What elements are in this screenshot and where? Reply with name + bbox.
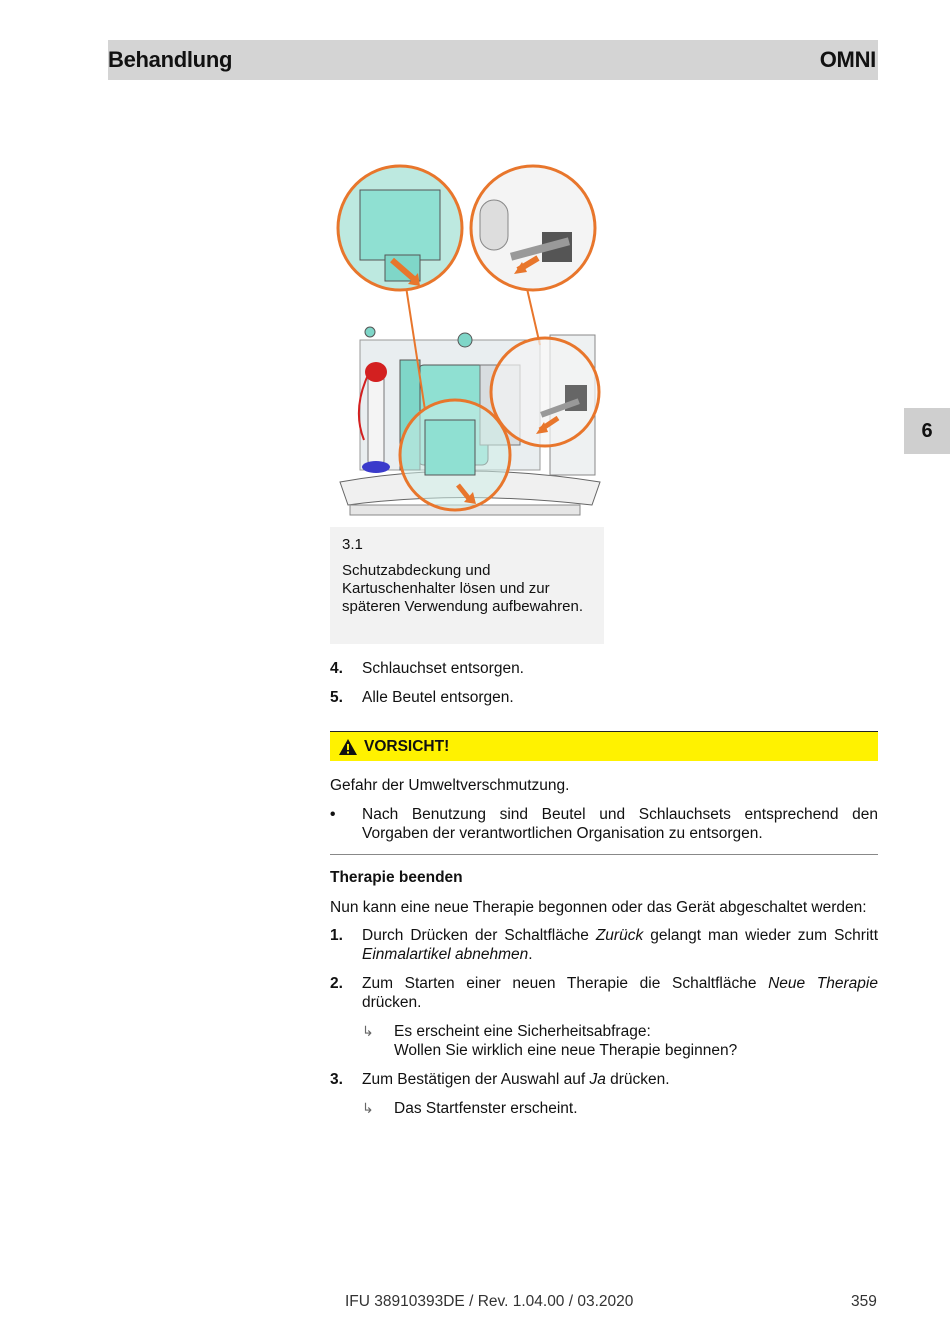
device-illustration-svg [330, 160, 610, 520]
result-arrow-icon: ↳ [362, 1100, 374, 1116]
ui-term-neue-therapie: Neue Therapie [768, 975, 878, 992]
warning-instruction [330, 805, 878, 843]
caution-label: VORSICHT! [364, 737, 450, 755]
page-header [108, 40, 878, 80]
ui-term-ja: Ja [589, 1071, 606, 1088]
step-2 [330, 974, 878, 1012]
step-number: 5. [330, 689, 343, 706]
caption-number: 3.1 [342, 536, 363, 553]
step-3 [330, 1070, 878, 1089]
step-text: Alle Beutel entsorgen. [362, 689, 514, 706]
warning-triangle-icon [338, 738, 358, 756]
result-2 [362, 1022, 878, 1060]
device-illustration [330, 160, 610, 520]
step-1 [330, 926, 878, 964]
step-5 [330, 688, 878, 707]
section-intro: Nun kann eine neue Therapie begonnen oder das Gerät abgeschaltet werden: [330, 899, 867, 916]
caption-text: Schutzabdeckung und Kartuschenhalter lösen und zur späteren Verwendung aufbewahren. [342, 562, 584, 615]
chapter-tab: 6 [904, 408, 950, 454]
step-4 [330, 659, 878, 678]
ui-term-einmalartikel: Einmalartikel abnehmen [362, 946, 529, 963]
instruction-text: Nach Benutzung sind Beutel und Schlauchsets entsprechend den Vorgaben der verantwortlichen Organisation zu entsorgen. [362, 806, 878, 842]
header-section-title: Behandlung [108, 47, 233, 72]
section-title: Therapie beenden [330, 869, 463, 886]
bullet: • [330, 806, 336, 823]
step-text: Zum Starten einer neuen Therapie die Schaltfläche Neue Therapie drücken. [362, 975, 878, 1011]
figure-caption [330, 527, 604, 644]
step-number: 1. [330, 927, 343, 944]
section-divider [330, 854, 878, 855]
step-text: Zum Bestätigen der Auswahl auf Ja drücken. [362, 1071, 670, 1088]
step-text: Durch Drücken der Schaltfläche Zurück gelangt man wieder zum Schritt Einmalartikel abnehmen. [362, 927, 879, 963]
step-number: 3. [330, 1071, 343, 1088]
result-3 [362, 1099, 878, 1118]
step-number: 2. [330, 975, 343, 992]
footer-page-number: 359 [851, 1293, 877, 1310]
step-text: Schlauchset entsorgen. [362, 660, 524, 677]
result-text: Es erscheint eine Sicherheitsabfrage: Wollen Sie wirklich eine neue Therapie beginnen? [394, 1023, 738, 1059]
step-number: 4. [330, 660, 343, 677]
header-product-name: OMNI [819, 47, 876, 72]
footer-document-id: IFU 38910393DE / Rev. 1.04.00 / 03.2020 [345, 1293, 634, 1310]
caution-banner [330, 731, 878, 761]
result-text: Das Startfenster erscheint. [394, 1100, 578, 1117]
ui-term-zurueck: Zurück [595, 927, 644, 944]
result-arrow-icon: ↳ [362, 1023, 374, 1039]
hazard-text: Gefahr der Umweltverschmutzung. [330, 777, 570, 794]
